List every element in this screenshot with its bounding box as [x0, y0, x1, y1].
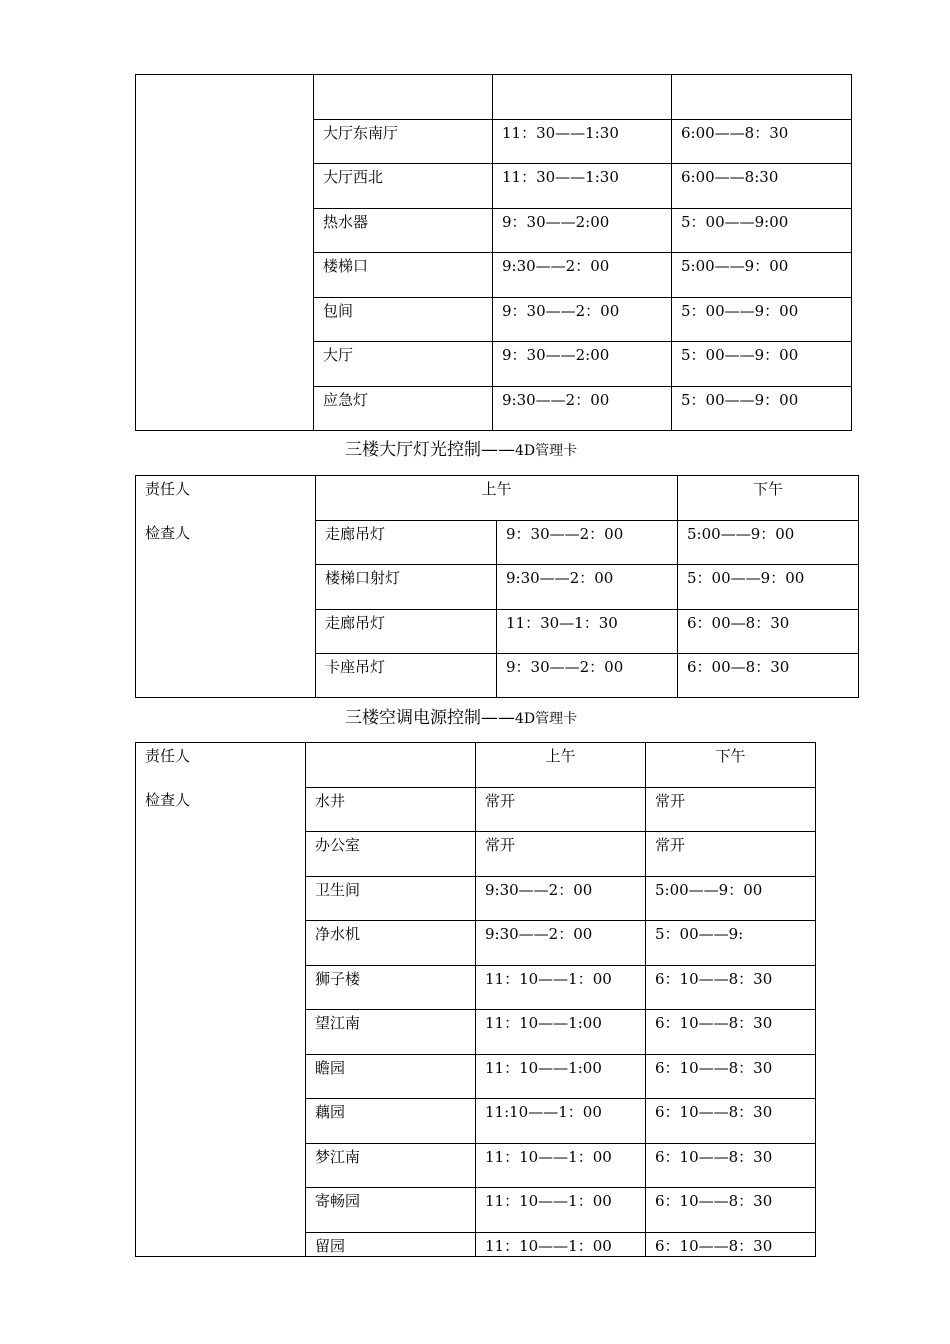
section3-item: 望江南: [306, 1010, 476, 1055]
table1-am: 9：30——2:00: [493, 342, 672, 387]
pm-header: 下午: [646, 743, 816, 788]
section3-item: 狮子楼: [306, 966, 476, 1010]
section2-pm: 5：00——9：00: [678, 565, 859, 610]
section3-item: 留园: [306, 1233, 476, 1257]
table1-item: 热水器: [314, 209, 493, 253]
section3-am: 11：10——1:00: [476, 1055, 646, 1099]
table1-pm: 5：00——9:00: [672, 209, 852, 253]
table1-pm: 6:00——8:30: [672, 164, 852, 209]
section3-pm: 6：10——8：30: [646, 966, 816, 1010]
section2-item: 走廊吊灯: [316, 521, 497, 565]
section3-am: 9:30——2：00: [476, 921, 646, 966]
section2-am: 11：30—1：30: [497, 610, 678, 654]
table1-am: 9:30——2：00: [493, 253, 672, 298]
inspector-label: 检查人: [145, 524, 191, 542]
section3-item: 寄畅园: [306, 1188, 476, 1233]
table1-cell: [493, 75, 672, 120]
section3-item: 瞻园: [306, 1055, 476, 1099]
section2-item: 卡座吊灯: [316, 654, 497, 698]
table1-pm: 5:00——9：00: [672, 253, 852, 298]
section3-am: 常开: [476, 832, 646, 877]
table1-pm: 6:00——8：30: [672, 120, 852, 164]
table1-item: 应急灯: [314, 387, 493, 431]
section2-item: 走廊吊灯: [316, 610, 497, 654]
section2-pm: 5:00——9：00: [678, 521, 859, 565]
section3-pm: 5:00——9：00: [646, 877, 816, 921]
responsible-label: 责任人: [145, 480, 191, 498]
am-header: 上午: [476, 743, 646, 788]
section2-heading-suffix: 4D管理卡: [515, 443, 578, 459]
section3-item: 办公室: [306, 832, 476, 877]
section3-item: 卫生间: [306, 877, 476, 921]
section3-heading: [345, 703, 577, 728]
table1-pm: 5：00——9：00: [672, 298, 852, 342]
table1-item: 楼梯口: [314, 253, 493, 298]
section3-am: 11：10——1：00: [476, 1233, 646, 1257]
section2-heading: [345, 435, 577, 460]
section3-item: 水井: [306, 788, 476, 832]
section3-pm: 6：10——8：30: [646, 1099, 816, 1144]
section2-am: 9：30——2：00: [497, 654, 678, 698]
table1-cell: [314, 75, 493, 120]
section3-pm: 常开: [646, 832, 816, 877]
section3-item: 藕园: [306, 1099, 476, 1144]
section2-am: 9：30——2：00: [497, 521, 678, 565]
lighting-control-table: [135, 475, 859, 698]
section2-item: 楼梯口射灯: [316, 565, 497, 610]
table1-pm: 5：00——9：00: [672, 387, 852, 431]
table1-am: 9:30——2：00: [493, 387, 672, 431]
table-continuation: [135, 74, 852, 431]
section3-am: 常开: [476, 788, 646, 832]
section3-item: 净水机: [306, 921, 476, 966]
section3-pm: 常开: [646, 788, 816, 832]
section3-pm: 6：10——8：30: [646, 1010, 816, 1055]
section2-pm: 6：00—8：30: [678, 654, 859, 698]
ac-power-control-table: [135, 742, 816, 1257]
section3-am: 11：10——1：00: [476, 966, 646, 1010]
section2-pm: 6：00—8：30: [678, 610, 859, 654]
section2-people-cell: [136, 476, 316, 698]
section3-pm: 6：10——8：30: [646, 1144, 816, 1188]
section2-heading-text: 三楼大厅灯光控制——: [345, 440, 515, 460]
section3-heading-text: 三楼空调电源控制——: [345, 708, 515, 728]
table1-left-merged-cell: [136, 75, 314, 431]
table1-item: 大厅: [314, 342, 493, 387]
section2-am: 9:30——2：00: [497, 565, 678, 610]
table1-am: 11：30——1:30: [493, 164, 672, 209]
section3-heading-suffix: 4D管理卡: [515, 711, 578, 727]
table1-pm: 5：00——9：00: [672, 342, 852, 387]
section3-pm: 6：10——8：30: [646, 1233, 816, 1257]
responsible-label: 责任人: [145, 747, 191, 765]
table1-cell: [672, 75, 852, 120]
section3-pm: 6：10——8：30: [646, 1055, 816, 1099]
table1-item: 大厅东南厅: [314, 120, 493, 164]
table1-am: 9：30——2：00: [493, 298, 672, 342]
table1-item: 大厅西北: [314, 164, 493, 209]
table1-am: 9：30——2:00: [493, 209, 672, 253]
section3-item: 梦江南: [306, 1144, 476, 1188]
pm-header: 下午: [678, 476, 859, 521]
section3-people-cell: [136, 743, 306, 1257]
section3-am: 11：10——1：00: [476, 1144, 646, 1188]
table1-am: 11：30——1:30: [493, 120, 672, 164]
section3-header-empty: [306, 743, 476, 788]
section3-am: 9:30——2：00: [476, 877, 646, 921]
table1-item: 包间: [314, 298, 493, 342]
am-header: 上午: [316, 476, 678, 521]
section3-am: 11:10——1：00: [476, 1099, 646, 1144]
section3-am: 11：10——1:00: [476, 1010, 646, 1055]
section3-am: 11：10——1：00: [476, 1188, 646, 1233]
inspector-label: 检查人: [145, 791, 191, 809]
section3-pm: 5：00——9:: [646, 921, 816, 966]
section3-pm: 6：10——8：30: [646, 1188, 816, 1233]
